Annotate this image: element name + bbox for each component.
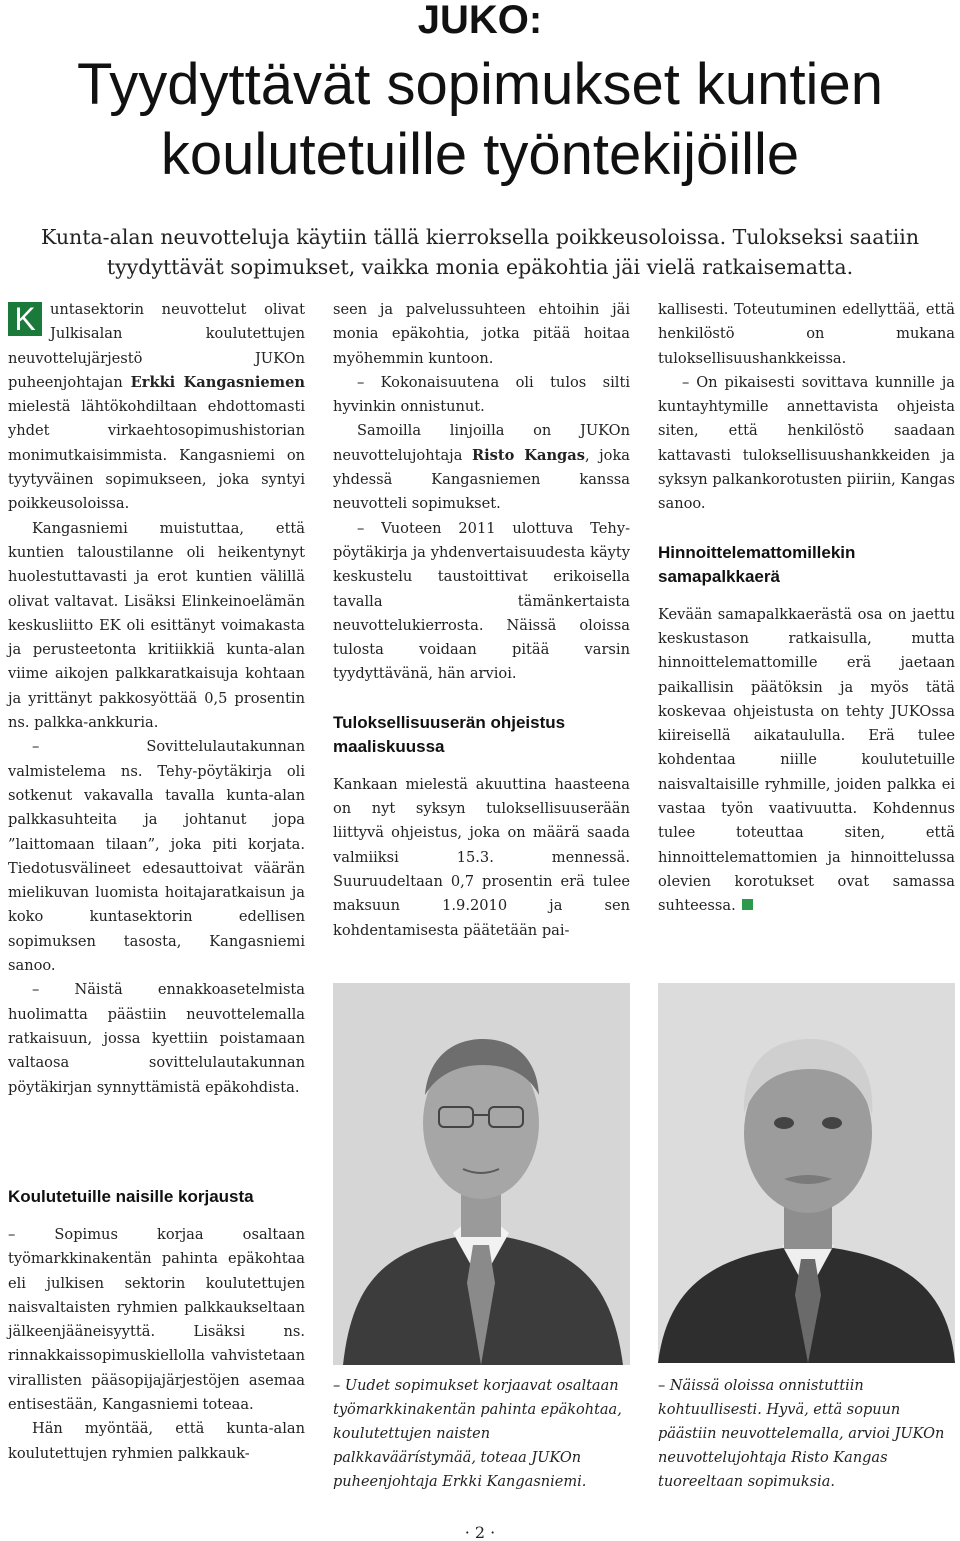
article-lead — [10, 222, 950, 282]
column-1-lower — [8, 1185, 305, 1466]
portrait-photo-kangas — [658, 983, 955, 1363]
column-2 — [333, 298, 630, 943]
photo-caption-2: – Näissä oloissa onnistuttiin kohtuullisesti. Hyvä, että sopuun päästiin neuvottelemalla, arvioi JUKOn neuvottelujohtaja Risto Kangas tuoreeltaan sopimuksia. — [658, 1378, 945, 1490]
column-3 — [658, 298, 955, 919]
page-number: · 2 · — [464, 1523, 496, 1541]
person-name-bold: Erkki Kangasniemen — [130, 373, 305, 391]
column-1 — [8, 298, 305, 1100]
person-name-bold: Risto Kangas — [471, 446, 585, 464]
paragraph: – Sopimus korjaa osaltaan työmarkkinakentän pahinta epäkohtaa eli julkisen sektorin koulutettujen naisvaltaisten ryhmien palkkaukseltaan jälkeenjääneisyyttä. Lisäksi ns. rinnakkaissopimuskiellolla vahvistetaan virallisten pääsopijajärjestöjen asemaa entisestään, Kangasniemi toteaa. — [8, 1226, 305, 1414]
paragraph: kallisesti. Toteutuminen edellyttää, että henkilöstö on mukana tuloksellisuushankkeissa. — [658, 301, 955, 367]
article-headline — [0, 50, 960, 190]
paragraph: – Kokonaisuutena oli tulos silti hyvinkin onnistunut. — [333, 373, 630, 416]
drop-cap: K — [8, 302, 42, 336]
paragraph: – Sovittelulautakunnan valmistelema ns. Tehy-pöytäkirja oli sotkenut vakavalla tavalla kunta-alan palkkasuhteita ja johtanut jopa ”laittomaan tilaan”, joka piti korjata. Tiedotusvälineet edesauttoivat väärän mielikuvan luomista hoitajaratkaisun ja koko kuntasektorin edellisen sopimuksen tasosta, Kangasniemi sanoo. — [8, 738, 305, 975]
paragraph: – Näistä ennakkoasetelmista huolimatta päästiin neuvottelemalla ratkaisuun, jossa kyettiin poistamaan valtaosa sovittelulautakunnan pöytäkirjan synnyttämistä epäkohdista. — [8, 981, 305, 1096]
text-run: untasektorin neuvottelut olivat Julkisalan koulutettujen neuvottelujärjestö JUKOn puheenjohtajan — [8, 301, 305, 391]
paragraph: – Vuoteen 2011 ulottuva Tehy-pöytäkirja ja yhdenvertaisuudesta käyty keskustelu taustoittivat erikoisella tavalla tämänkertaista neuvottelukierrosta. Näissä oloissa tulosta voidaan pitää varsin tyydyttävänä, hän arvioi. — [333, 519, 630, 683]
paragraph: Kankaan mielestä akuuttina haasteena on nyt syksyn tuloksellisuuserään liittyvä ohjeistus, joka on määrä saada valmiiksi 15.3. mennessä. Suuruudeltaan 0,7 prosentin erä tulee maksuun 1.9.2010 ja sen kohdentamisesta päätetään pai- — [333, 775, 630, 939]
text-run: Kevään samapalkkaerästä osa on jaettu keskustason ratkaisulla, mutta hinnoittelemattomille erä jaetaan paikallisin päätöksin ja myös tätä koskevaa ohjeistusta on tehty JUKOssa kiireisellä aikataululla. Erä tulee kohdentaa niille koulutetuille naisvaltaisille ryhmille, joiden palkka ei vastaa työn vaativuutta. Kohdennus tulee toteuttaa siten, että hinnoittelemattomien ja hinnoittelussa olevien korotukset ovat samassa suhteessa. — [658, 605, 955, 915]
headline-line-1: Tyydyttävät sopimukset kuntien — [77, 52, 883, 117]
paragraph — [333, 419, 630, 516]
section-heading: Hinnoittelemattomillekin samapalkkaerä — [658, 542, 856, 586]
photo-caption-1: – Uudet sopimukset korjaavat osaltaan työmarkkinakentän pahinta epäkohtaa, koulutettujen naisten palkkaväärístymää, toteaa JUKOn puheenjohtaja Erkki Kangasniemi. — [333, 1378, 622, 1490]
text-run: , joka yhdessä Kangasniemen kanssa neuvotteli sopimukset. — [333, 446, 630, 513]
text-run: Samoilla linjoilla on JUKOn neuvottelujohtaja — [333, 422, 630, 464]
section-heading: Koulutetuille naisille korjausta — [8, 1187, 254, 1206]
text-run: mielestä lähtökohdiltaan ehdottomasti yhdet virkaehtosopimushistorian monimutkaisimmista. Kangasniemi on tyytyväinen sopimukseen, joka syntyi poikkeusoloissa. — [8, 398, 305, 513]
end-mark-icon — [742, 899, 753, 910]
paragraph: Kangasniemi muistuttaa, että kuntien taloustilanne oli heikentynyt huolestuttavasti ja erot kuntien välillä olivat valtavat. Lisäksi Elinkeinoelämän keskusliitto EK oli esittänyt voimakasta ja perusteetonta kritiikkiä kunta-alan viime aikojen palkkaratkaisuja kohtaan ja yrittänyt pakkosyöttää 0,5 prosentin ns. palkka-ankkuria. — [8, 519, 305, 732]
paragraph: Hän myöntää, että kunta-alan koulutettujen ryhmien palkkauk- — [8, 1420, 305, 1462]
portrait-illustration — [333, 983, 630, 1365]
headline-line-2: koulutetuille työntekijöille — [160, 122, 800, 187]
article-kicker: JUKO: — [417, 0, 543, 42]
paragraph — [8, 298, 305, 517]
portrait-photo-kangasniemi — [333, 983, 630, 1365]
portrait-illustration — [658, 983, 955, 1363]
paragraph — [658, 603, 955, 919]
lead-line-2: tyydyttävät sopimukset, vaikka monia epäkohtia jäi vielä ratkaisematta. — [106, 255, 854, 279]
paragraph: – On pikaisesti sovittava kunnille ja kuntayhtymille annettavista ohjeista siten, että henkilöstö saadaan kattavasti tuloksellisuushankkeiden ja syksyn palkankorotusten piiriin, Kangas sanoo. — [658, 373, 955, 513]
paragraph: seen ja palvelussuhteen ehtoihin jäi monia epäkohtia, jotka pitää hoitaa myöhemmin kuntoon. — [333, 301, 630, 367]
section-heading: Tuloksellisuuserän ohjeistus maaliskuussa — [333, 712, 566, 756]
lead-line-1: Kunta-alan neuvotteluja käytiin tällä kierroksella poikkeusoloissa. Tulokseksi saatiin — [40, 225, 920, 249]
